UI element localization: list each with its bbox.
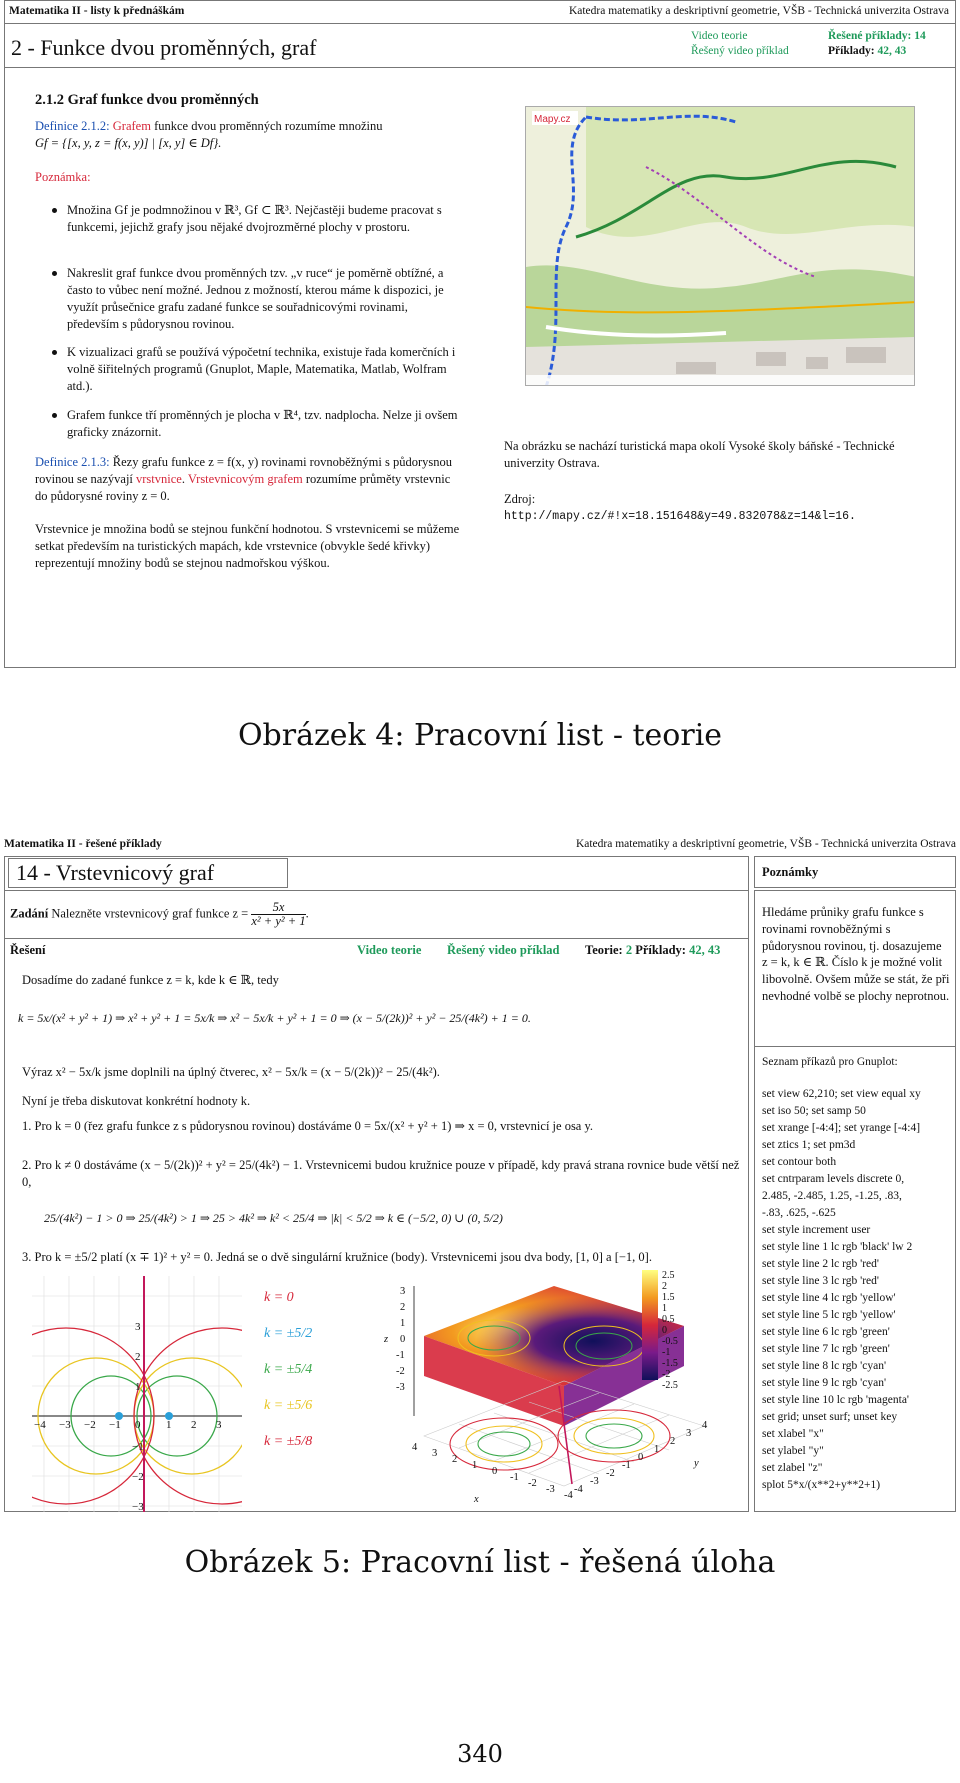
- colorbar-tick: 0.5: [662, 1314, 675, 1325]
- equation-chain: k = 5x/(x² + y² + 1) ⇒ x² + y² + 1 = 5x/k ⇒ x² − 5x/k + y² + 1 = 0 ⇒ (x − 5/(2k))² + y² − 25/(4k²) + 1 = 0.: [18, 1011, 531, 1025]
- definition-1: [35, 118, 475, 152]
- worksheet-theory: [4, 0, 956, 668]
- colorbar-tick: 0: [662, 1325, 667, 1336]
- sheet-header-left: Matematika II - řešené příklady: [4, 838, 162, 850]
- gnuplot-line: set xlabel "x": [762, 1428, 824, 1440]
- task-fraction: $\frac{5x}{\text{x² + y² + 1}}$: [251, 900, 306, 928]
- colorbar-tick: 1: [662, 1303, 667, 1314]
- page-title: 2 - Funkce dvou proměnných, graf: [11, 35, 317, 60]
- tourist-map-image: [525, 106, 915, 386]
- solved-examples-value: 14: [914, 30, 926, 42]
- map-drawing: [526, 107, 915, 386]
- tick-label: 4: [412, 1442, 418, 1453]
- theory-examples[interactable]: [585, 942, 720, 959]
- legend-entry: k = ±5/2: [264, 1326, 313, 1341]
- colorbar-tick: -1: [662, 1347, 671, 1358]
- gnuplot-line: set zlabel "z": [762, 1462, 823, 1474]
- axis-label: x: [474, 1494, 479, 1505]
- solved-examples-link[interactable]: [828, 30, 926, 42]
- gnuplot-line: set style line 6 lc rgb 'green': [762, 1326, 890, 1338]
- tick-label: -1: [622, 1460, 631, 1471]
- gnuplot-line: -.83, .625, -.625: [762, 1207, 836, 1219]
- gnuplot-line: set contour both: [762, 1156, 837, 1168]
- tick-label: 1: [472, 1460, 478, 1471]
- tick-label: -2: [606, 1468, 615, 1479]
- gnuplot-line: set style line 7 lc rgb 'green': [762, 1343, 890, 1355]
- examples-label: Příklady:: [635, 943, 686, 957]
- page-number: 340: [457, 1740, 503, 1768]
- gnuplot-line: splot 5*x/(x**2+y**2+1): [762, 1479, 881, 1491]
- colorbar-tick: 2: [662, 1281, 667, 1292]
- definition-2-term-1: vrstvnice: [136, 472, 182, 486]
- tick-label: -2: [396, 1366, 405, 1377]
- legend-entry: k = ±5/8: [264, 1434, 313, 1449]
- contour-plot: [32, 1276, 242, 1512]
- tick-label: 2: [400, 1302, 406, 1313]
- definition-2-label: Definice 2.1.3:: [35, 455, 110, 469]
- colorbar-tick: 2.5: [662, 1270, 675, 1281]
- map-logo: Mapy.cz: [534, 114, 571, 125]
- tick-label: 4: [702, 1420, 708, 1431]
- tick-label: -3: [590, 1476, 599, 1487]
- tick-label: 1: [654, 1444, 660, 1455]
- theory-value: 2: [625, 943, 633, 957]
- solution-line-3: Nyní je třeba diskutovat konkrétní hodnoty k.: [22, 1094, 251, 1108]
- gnuplot-line: set cntrparam levels discrete 0,: [762, 1173, 905, 1185]
- definition-2: Definice 2.1.3: Řezy grafu funkce z = f(x, y) rovinami rovnoběžnými s půdorysnou rovinou se nazývají vrstvnice. Vrstevnicovým grafem rozumíme průměty vrstevnic do půdorysné roviny z = 0.: [35, 455, 453, 503]
- gnuplot-line: set view 62,210; set view equal xy: [762, 1088, 921, 1100]
- gnuplot-line: set style line 4 lc rgb 'yellow': [762, 1292, 896, 1304]
- colorbar-tick: -2.5: [662, 1380, 678, 1391]
- title-rule: [5, 67, 955, 68]
- colorbar-tick: -1.5: [662, 1358, 678, 1369]
- gnuplot-line: set style increment user: [762, 1224, 871, 1236]
- solution-line-2: Výraz x² − 5x/k jsme doplnili na úplný čtverec, x² − 5x/k = (x − 5/(2k))² − 25/(4k²).: [22, 1065, 440, 1079]
- gnuplot-line: set style line 2 lc rgb 'red': [762, 1258, 879, 1270]
- gnuplot-line: set ztics 1; set pm3d: [762, 1139, 856, 1151]
- tick-label: -1: [396, 1350, 405, 1361]
- tick-label: 2: [452, 1454, 458, 1465]
- tick-label: -3: [546, 1484, 555, 1495]
- gnuplot-line: set style line 10 lc rgb 'magenta': [762, 1394, 910, 1406]
- worksheet-solved: [4, 828, 956, 1516]
- solution-rule: [4, 938, 749, 939]
- source-label: Zdroj:: [504, 492, 536, 506]
- case-3: 3. Pro k = ±5/2 platí (x ∓ 1)² + y² = 0. Jedná se o dvě singulární kružnice (body). Vrstevnicemi jsou dva body, [1, 0] a [−1, 0].: [22, 1250, 652, 1264]
- tick-label: 0: [492, 1466, 498, 1477]
- tick-label: 2: [670, 1436, 676, 1447]
- notes-rule: [754, 1046, 956, 1047]
- task-rule: [4, 890, 749, 891]
- tick-label: 2: [191, 1419, 197, 1431]
- tick-label: −4: [34, 1419, 46, 1431]
- source-url-link[interactable]: http://mapy.cz/#!x=18.151648&y=49.832078&z=14&l=16.: [504, 510, 856, 523]
- task-text: Nalezněte vrstevnicový graf funkce z =: [51, 906, 249, 921]
- tick-label: -4: [564, 1490, 573, 1501]
- contour-paragraph: Vrstevnice je množina bodů se stejnou funkční hodnotou. S vrstevnicemi se můžeme setkat především na turistických mapách, kde vrstevnice (obvykle šedé křivky) reprezentují množiny bodů se stejnou nadmořskou výškou.: [35, 522, 460, 570]
- colorbar-tick: 1.5: [662, 1292, 675, 1303]
- tick-label: 3: [686, 1428, 692, 1439]
- sheet-header-right: Katedra matematiky a deskriptivní geometrie, VŠB - Technická univerzita Ostrava: [568, 5, 949, 17]
- bullet-item: Nakreslit graf funkce dvou proměnných tzv. „v ruce“ je poměrně obtížné, a často to vůbec není možné. Jednou z možností, kterou máme k dispozici, je využít průsečnice grafu zadané funkce se souřadnicovými rovinami, především s půdorysnou rovinou.: [67, 265, 460, 333]
- tick-label: −2: [132, 1471, 144, 1483]
- notes-title: Poznámky: [762, 865, 819, 879]
- tick-label: 1: [400, 1318, 406, 1329]
- legend-entry: k = ±5/4: [264, 1362, 313, 1377]
- task-label: Zadání: [10, 906, 49, 921]
- tick-label: 0: [638, 1452, 644, 1463]
- case-2: 2. Pro k ≠ 0 dostáváme (x − 5/(2k))² + y² = 25/(4k²) − 1. Vrstevnicemi budou kružnice pouze v případě, kdy pravá strana rovnice bude větší než 0,: [22, 1158, 740, 1189]
- case-1: 1. Pro k = 0 (řez grafu funkce z s půdorysnou rovinou) dostáváme 0 = 5x/(x² + y² + 1) ⇒ x = 0, vrstevnicí je osa y.: [22, 1119, 594, 1133]
- gnuplot-line: set style line 5 lc rgb 'yellow': [762, 1309, 896, 1321]
- video-theory-link[interactable]: Video teorie: [691, 30, 748, 42]
- gnuplot-line: set ylabel "y": [762, 1445, 824, 1457]
- tick-label: -2: [528, 1478, 537, 1489]
- gnuplot-line: set iso 50; set samp 50: [762, 1105, 866, 1117]
- gnuplot-line: set style line 8 lc rgb 'cyan': [762, 1360, 887, 1372]
- tick-label: 0: [400, 1334, 406, 1345]
- examples-value: 42, 43: [877, 45, 907, 57]
- solved-video-link[interactable]: Řešený video příklad: [691, 45, 789, 57]
- gnuplot-line: set style line 1 lc rgb 'black' lw 2: [762, 1241, 913, 1253]
- gnuplot-line: set style line 3 lc rgb 'red': [762, 1275, 879, 1287]
- definition-1-term: Grafem: [112, 119, 151, 133]
- colorbar-tick: -0.5: [662, 1336, 678, 1347]
- sheet-header-left: Matematika II - listy k přednáškám: [9, 5, 185, 17]
- gnuplot-line: 2.485, -2.485, 1.25, -1.25, .83,: [762, 1190, 902, 1202]
- solution-line-1: Dosadíme do zadané funkce z = k, kde k ∈ ℝ, tedy: [22, 973, 279, 987]
- tick-label: 1: [166, 1419, 172, 1431]
- video-theory-link[interactable]: Video teorie: [357, 943, 422, 957]
- solved-video-link[interactable]: Řešený video příklad: [447, 943, 560, 957]
- definition-1-label: Definice 2.1.2:: [35, 119, 110, 133]
- surface-plot: [384, 1266, 744, 1510]
- colorbar-tick: -2: [662, 1369, 671, 1380]
- definition-2-text-a: Řezy grafu funkce z = f(x, y) rovinami rovnoběžnými s půdorysnou rovinou se nazývají: [35, 455, 453, 486]
- legend-entry: k = 0: [264, 1290, 294, 1305]
- legend-entry: k = ±5/6: [264, 1398, 313, 1413]
- tick-label: −2: [84, 1419, 96, 1431]
- tick-label: 0: [135, 1419, 141, 1431]
- definition-2-text-b: rozumíme průměty vrstevnic do půdorysné roviny z = 0.: [35, 472, 451, 503]
- gnuplot-line: set grid; unset surf; unset key: [762, 1411, 898, 1423]
- tick-label: -3: [396, 1382, 405, 1393]
- examples-value: 42, 43: [689, 943, 721, 957]
- examples-link[interactable]: [828, 45, 906, 57]
- gnuplot-line: set xrange [-4:4]; set yrange [-4:4]: [762, 1122, 921, 1134]
- bullet-item: Množina Gf je podmnožinou v ℝ³, Gf ⊂ ℝ³. Nejčastěji budeme pracovat s funkcemi, jejichž grafy jsou nějaké dvojrozměrné plochy v prostoru.: [67, 202, 460, 236]
- definition-2-term-2: Vrstevnicovým grafem: [187, 472, 303, 486]
- tick-label: −3: [132, 1501, 144, 1512]
- definition-1-formula: Gf = {[x, y, z = f(x, y)] | [x, y] ∈ Df}.: [35, 136, 222, 150]
- axis-label: y: [694, 1458, 699, 1469]
- tick-label: -4: [574, 1484, 583, 1495]
- tick-label: 3: [432, 1448, 438, 1459]
- tick-label: 3: [135, 1321, 141, 1333]
- examples-label: Příklady:: [828, 45, 875, 57]
- map-caption: Na obrázku se nachází turistická mapa okolí Vysoké školy báňské - Technické univerzity Ostrava.: [504, 439, 895, 470]
- section-heading: 2.1.2 Graf funkce dvou proměnných: [35, 92, 259, 108]
- page-title: 14 - Vrstevnicový graf: [16, 860, 215, 885]
- bullet-item: Grafem funkce tří proměnných je plocha v ℝ⁴, tzv. nadplocha. Nelze ji ovšem graficky znázornit.: [67, 407, 460, 441]
- definition-1-text: funkce dvou proměnných rozumíme množinu: [154, 119, 383, 133]
- tick-label: −3: [59, 1419, 71, 1431]
- tick-label: −1: [132, 1441, 144, 1453]
- inequality-chain: 25/(4k²) − 1 > 0 ⇒ 25/(4k²) > 1 ⇒ 25 > 4k² ⇒ k² < 25/4 ⇒ |k| < 5/2 ⇒ k ∈ (−5/2, 0) ∪ (0, 5/2): [44, 1211, 503, 1225]
- axis-label: z: [384, 1334, 389, 1345]
- bullet-item: K vizualizaci grafů se používá výpočetní technika, existuje řada komerčních i volně šiřitelných programů (Gnuplot, Maple, Matematika, Matlab, Wolfram atd.).: [67, 344, 460, 395]
- solution-label: Řešení: [10, 943, 46, 957]
- tick-label: −1: [109, 1419, 121, 1431]
- gnuplot-line: set style line 9 lc rgb 'cyan': [762, 1377, 887, 1389]
- tick-label: -1: [510, 1472, 519, 1483]
- tick-label: 1: [135, 1381, 141, 1393]
- contour-legend: [264, 1280, 312, 1460]
- note-label: Poznámka:: [35, 170, 91, 184]
- tick-label: 3: [216, 1419, 222, 1431]
- notes-text: Hledáme průniky grafu funkce s rovinami rovnoběžnými s půdorysnou rovinou, tj. dosazujeme z = k, k ∈ ℝ. Číslo k je možné volit libovolně. Ovšem může se stát, že při nevhodné volbě se plochy neprotnou.: [762, 905, 950, 1003]
- sheet-header-right: Katedra matematiky a deskriptivní geometrie, VŠB - Technická univerzita Ostrava: [575, 838, 956, 850]
- task: Zadání Nalezněte vrstevnicový graf funkce z = $\frac{5x}{\text{x² + y² + 1}}$ .: [10, 900, 309, 928]
- figure-caption-4: Obrázek 4: Pracovní list - teorie: [237, 718, 723, 753]
- header-rule: [5, 23, 955, 24]
- tick-label: 3: [400, 1286, 406, 1297]
- figure-caption-5: Obrázek 5: Pracovní list - řešená úloha: [184, 1545, 776, 1580]
- tick-label: 2: [135, 1351, 141, 1363]
- solved-examples-label: Řešené příklady:: [828, 30, 912, 42]
- theory-label: Teorie:: [585, 943, 623, 957]
- colorbar: [642, 1270, 658, 1380]
- gnuplot-title: Seznam příkazů pro Gnuplot:: [762, 1056, 898, 1068]
